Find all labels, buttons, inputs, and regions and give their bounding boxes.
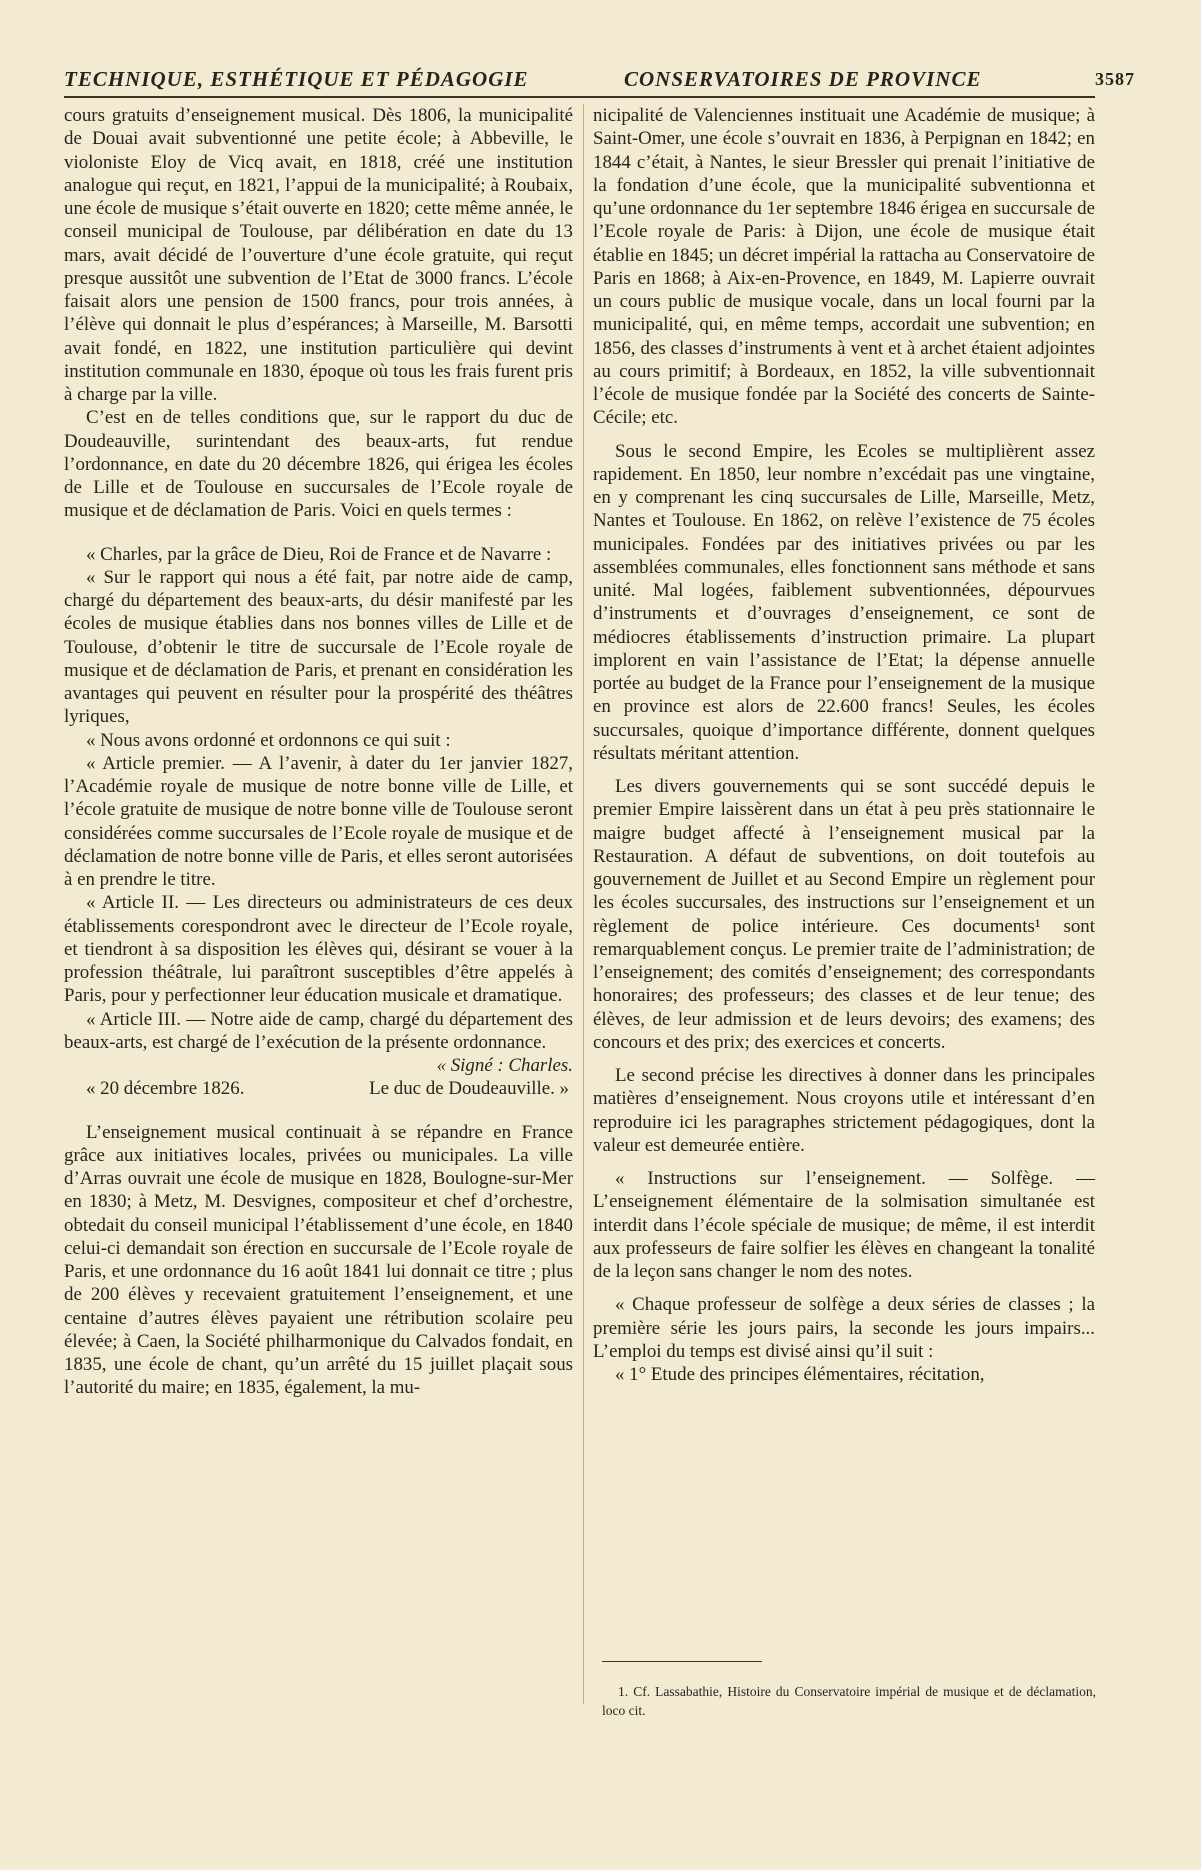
paragraph: Sous le second Empire, les Ecoles se multiplièrent assez rapidement. En 1850, leur nombre n’excédait pas une vingtaine, en y comprenant les cinq succursales de Lille, Marseille, Metz, Nantes et Toulouse. En 1862, on relève l’existence de 75 écoles municipales. Fondées par des initiatives privées ou par les assemblées communales, elles fonctionnent sans méthode et sans unité. Mal logées, faiblement subventionnées, dépourvues d’instruments et d’ouvrages d’enseignement, ce sont de médiocres établissements d’instruction primaire. La plupart implorent en vain l’assistance de l’Etat; la dépense annuelle portée au budget de la France pour l’enseignement de la musique en province est alors de 22.600 francs! Seules, les écoles succursales, quoique d’importance différente, donnent quelques résultats méritant attention. <box>593 440 1095 764</box>
paragraph: nicipalité de Valenciennes instituait une Académie de musique; à Saint-Omer, une école s’ouvrait en 1836, à Perpignan en 1842; en 1844 c’était, à Nantes, le sieur Bressler qui prenait l’initiative de la fondation d’une école, que la municipalité subventionna et qu’une ordonnance du 1er septembre 1846 érigea en succursale de l’Ecole royale de Paris: à Dijon, une école de musique était établie en 1845; un décret impérial la rattacha au Conservatoire de Paris en 1868; à Aix-en-Provence, en 1849, M. Lapierre ouvrait un cours public de musique vocale, dans un local fourni par la municipalité, qui, en même temps, accordait une subvention; en 1856, des classes d’instruments à vent et à archet étaient adjointes au cours primitif; à Bordeaux, en 1852, la ville subventionnait l’école de musique fondée par la Société des concerts de Sainte-Cécile; etc. <box>593 105 1095 429</box>
paragraph: Les divers gouvernements qui se sont succédé depuis le premier Empire laissèrent dans un état à peu près stationnaire le maigre budget affecté à l’enseignement musical par la Restauration. A défaut de subventions, on doit toutefois au gouvernement de Juillet et au Second Empire un règlement pour les écoles succursales, des instructions sur l’enseignement et un règlement de police intérieure. Ces documents¹ sont remarquablement conçus. Le premier traite de l’administration; de l’enseignement; des comités d’enseignement; des correspondants honoraires; des professeurs; des classes et de leur tenue; des élèves, de leur admission et de leurs devoirs; des examens; des concours et des prix; des exercices et concerts. <box>593 776 1095 1053</box>
paragraph: C’est en de telles conditions que, sur le rapport du duc de Doudeauville, surintendant des beaux-arts, fut rendue l’ordonnance, en date du 20 décembre 1826, qui érigea les écoles de Lille et de Toulouse en succursales de l’Ecole royale de musique et de déclamation de Paris. Voici en quels termes : <box>64 407 573 522</box>
running-head-left: TECHNIQUE, ESTHÉTIQUE ET PÉDAGOGIE <box>64 67 529 91</box>
date-line <box>64 1077 573 1100</box>
running-head <box>64 62 1135 98</box>
running-head-right: CONSERVATOIRES DE PROVINCE <box>624 67 982 91</box>
quoted-instruction: « Chaque professeur de solfège a deux séries de classes ; la première série les jours pairs, la seconde les jours impairs... L’emploi du temps est divisé ainsi qu’il suit : <box>593 1294 1095 1362</box>
page-number: 3587 <box>1095 69 1135 89</box>
column-divider <box>583 104 584 1704</box>
ordinance-article: « Article premier. — A l’avenir, à dater du 1er janvier 1827, l’Académie royale de musique de notre bonne ville de Lille, et l’école gratuite de musique de notre bonne ville de Toulouse seront considérées comme succursales de l’Ecole royale de musique et de déclamation de notre bonne ville de Paris, et elles seront autorisées à en prendre le titre. <box>64 752 573 890</box>
paragraph: cours gratuits d’enseignement musical. Dès 1806, la municipalité de Douai avait subventionné une petite école; à Abbeville, le violoniste Eloy de Vicq avait, en 1818, créé une institution analogue qui reçut, en 1821, l’appui de la municipalité; à Roubaix, une école de musique s’était ouverte en 1820; cette même année, le conseil municipal de Toulouse, par délibération en date du 13 mars, avait décidé de l’ouverture d’une école gratuite, qui reçut presque aussitôt une subvention de l’Etat de 3000 francs. L’école faisait alors une pension de 1500 francs, pour trois années, à l’élève qui donnait le plus d’espérances; à Marseille, M. Barsotti avait fondé, en 1822, une institution particulière qui devint institution communale en 1830, époque où tous les frais furent pris à charge par la ville. <box>64 105 573 405</box>
ordinance-paragraph: « Charles, par la grâce de Dieu, Roi de France et de Navarre : <box>86 543 552 565</box>
ordinance-countersign: Le duc de Doudeauville. » <box>369 1078 569 1100</box>
ordinance-date: « 20 décembre 1826. <box>86 1078 245 1100</box>
footnote: 1. Cf. Lassabathie, Histoire du Conservatoire impérial de musique et de déclamation, loco cit. <box>602 1684 1096 1718</box>
paragraph: L’enseignement musical continuait à se répandre en France grâce aux initiatives locales, privées ou municipales. La ville d’Arras ouvrait une école de musique en 1828, Boulogne-sur-Mer en 1830; à Metz, M. Desvignes, compositeur et chef d’orchestre, obtedait du conseil municipal l’établissement d’une école, en 1840 celui-ci demandait son érection en succursale de l’Ecole royale de Paris, et une ordonnance du 16 août 1841 lui donnait ce titre ; plus de 200 élèves y recevaient gratuitement l’enseignement, et une centaine d’autres élèves payaient une rétribution scolaire peu élevée; à Caen, la Société philharmonique du Calvados fondait, en 1835, une école de chant, qu’un arrêté du 15 juillet plaçait sous l’autorité du maire; en 1835, également, la mu- <box>64 1121 573 1399</box>
paragraph: Le second précise les directives à donner dans les principales matières d’enseignement. Nous croyons utile et intéressant d’en reproduire ici les paragraphes strictement pédagogiques, dont la valeur est demeurée entière. <box>593 1065 1095 1156</box>
left-column <box>64 104 573 1400</box>
signature-line: « Signé : Charles. <box>436 1055 573 1076</box>
right-column <box>593 104 1095 1386</box>
ordinance-paragraph: « Nous avons ordonné et ordonnons ce qui suit : <box>86 729 451 751</box>
quoted-instruction: « Instructions sur l’enseignement. — Solfège. — L’enseignement élémentaire de la solmisation simultanée est interdit dans l’école spéciale de musique; de même, il est interdit aux professeurs de faire solfier les élèves en changeant la tonalité de la leçon sans changer le nom des notes. <box>593 1168 1095 1282</box>
quoted-instruction: « 1° Etude des principes élémentaires, récitation, <box>615 1364 985 1385</box>
ordinance-paragraph: « Sur le rapport qui nous a été fait, par notre aide de camp, chargé du département des beaux-arts, du désir manifesté par les écoles de musique établies dans nos bonnes villes de Lille et de Toulouse, d’obtenir le titre de succursale de l’Ecole royale de musique et de déclamation de Paris, et prenant en considération les avantages qui peuvent en résulter pour la prospérité des théâtres lyriques, <box>64 566 573 728</box>
footnote-rule <box>602 1661 762 1662</box>
ordinance-article: « Article II. — Les directeurs ou administrateurs de ces deux établissements corespondront avec le directeur de l’Ecole royale, et tiendront à sa disposition les élèves qui, désirant se vouer à la profession théâtrale, lui paraîtront susceptibles d’être appelés à Paris, pour y perfectionner leur éducation musicale et dramatique. <box>64 892 573 1007</box>
ordinance-article: « Article III. — Notre aide de camp, chargé du département des beaux-arts, est chargé de l’exécution de la présente ordonnance. <box>64 1008 573 1053</box>
